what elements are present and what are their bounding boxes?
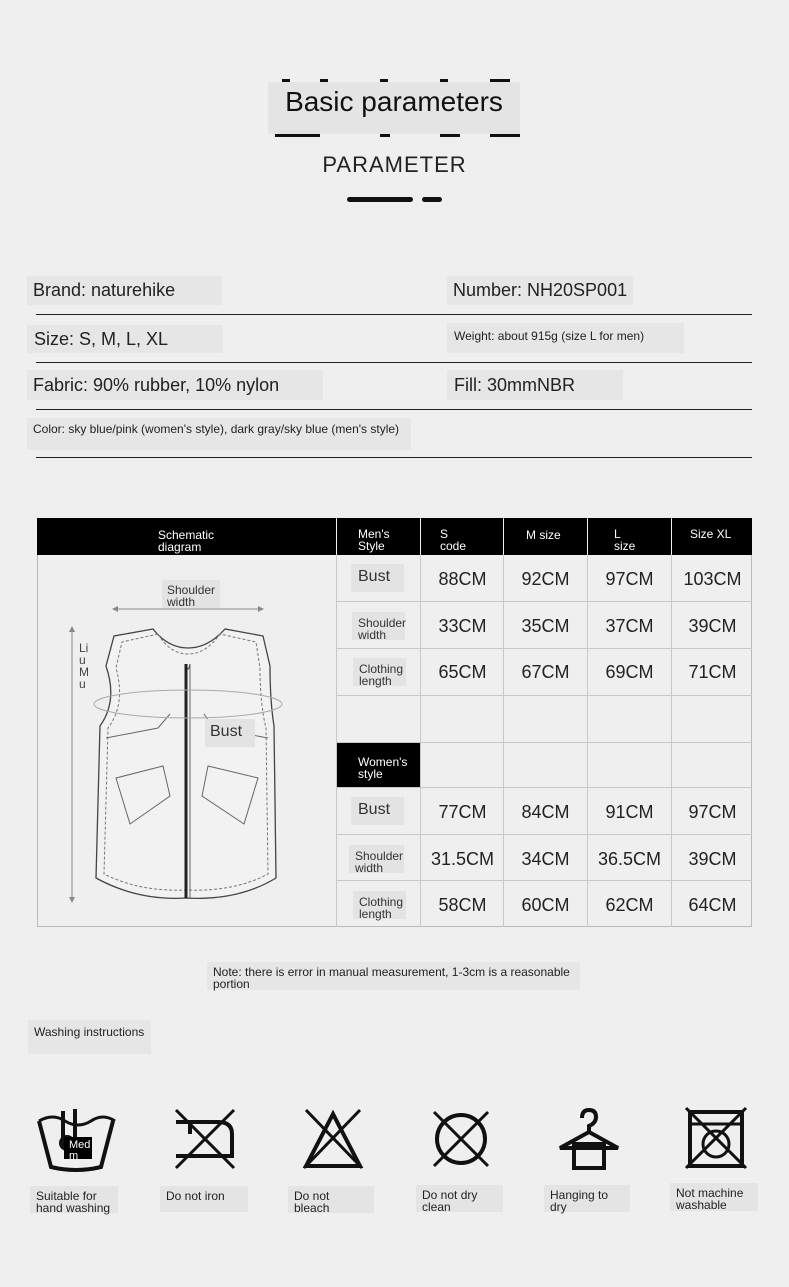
table-cell: 77CM: [438, 802, 487, 822]
hang-dry-icon: [556, 1106, 622, 1172]
no-bleach-caption: Do not bleach: [288, 1186, 374, 1213]
table-cell: 65CM: [438, 662, 487, 682]
table-cell: 97CM: [688, 802, 737, 822]
divider: [36, 409, 752, 410]
womens-style-header: Women's style: [337, 743, 420, 787]
table-cell: 31.5CM: [430, 849, 495, 869]
title-underline-dash: [347, 197, 413, 202]
measurement-note: Note: there is error in manual measurement, 1-3cm is a reasonable portion: [207, 962, 580, 990]
row-label: Shoulder width: [349, 845, 404, 873]
no-machine-wash-caption: Not machine washable: [670, 1183, 758, 1211]
table-cell: 35CM: [521, 616, 570, 636]
m-size-header: M size: [504, 518, 587, 555]
row-label: Shoulder width: [352, 612, 405, 640]
table-cell: 58CM: [438, 895, 487, 915]
table-cell: 69CM: [605, 662, 654, 682]
wash-tub-text: Med m: [64, 1137, 92, 1159]
row-label: Clothing length: [353, 658, 406, 686]
table-cell: 37CM: [605, 616, 654, 636]
table-cell: 91CM: [605, 802, 654, 822]
shoulder-width-label: Shoulder width: [162, 580, 220, 608]
divider: [36, 457, 752, 458]
vest-illustration: [38, 556, 336, 926]
row-label: Bust: [351, 564, 404, 592]
table-cell: 60CM: [521, 895, 570, 915]
l-size-header: L size: [588, 518, 671, 555]
grid-line: [337, 834, 752, 835]
no-iron-icon: [172, 1108, 236, 1170]
mens-style-header: Men's Style: [337, 518, 420, 555]
schematic-header: Schematic diagram: [37, 518, 336, 555]
grid-line: [337, 695, 752, 696]
row-label: Bust: [351, 797, 404, 825]
divider: [36, 314, 752, 315]
no-iron-caption: Do not iron: [160, 1186, 248, 1212]
grid-line: [337, 648, 752, 649]
no-machine-wash-icon: [684, 1106, 748, 1170]
divider: [36, 362, 752, 363]
size-text: Size: S, M, L, XL: [27, 325, 223, 353]
table-cell: 62CM: [605, 895, 654, 915]
table-cell: 97CM: [605, 569, 654, 589]
grid-line: [337, 787, 752, 788]
table-cell: 92CM: [521, 569, 570, 589]
weight-text: Weight: about 915g (size L for men): [447, 323, 684, 353]
grid-line: [337, 880, 752, 881]
color-text: Color: sky blue/pink (women's style), dark gray/sky blue (men's style): [27, 418, 411, 450]
washing-instructions-title: Washing instructions: [28, 1020, 151, 1054]
hand-wash-icon: [33, 1105, 119, 1175]
number-text: Number: NH20SP001: [447, 276, 633, 305]
no-bleach-icon: [300, 1108, 366, 1170]
table-cell: 36.5CM: [597, 849, 662, 869]
grid-line: [420, 555, 421, 927]
grid-line: [503, 555, 504, 927]
s-code-header: S code: [421, 518, 503, 555]
bust-label: Bust: [205, 719, 255, 747]
no-dry-clean-caption: Do not dry clean: [416, 1185, 503, 1212]
table-cell: 84CM: [521, 802, 570, 822]
table-cell: 39CM: [688, 849, 737, 869]
fabric-text: Fabric: 90% rubber, 10% nylon: [27, 370, 323, 400]
table-cell: 71CM: [688, 662, 737, 682]
hand-wash-caption: Suitable for hand washing: [30, 1186, 118, 1213]
grid-line: [587, 555, 588, 927]
table-cell: 39CM: [688, 616, 737, 636]
table-cell: 64CM: [688, 895, 737, 915]
table-cell: 103CM: [683, 569, 742, 589]
brand-text: Brand: naturehike: [27, 276, 222, 305]
fill-text: Fill: 30mmNBR: [447, 370, 623, 400]
table-cell: 88CM: [438, 569, 487, 589]
no-dry-clean-icon: [430, 1108, 492, 1170]
grid-line: [337, 601, 752, 602]
page-title: Basic parameters: [268, 82, 520, 134]
clothing-length-label: Li u M u: [79, 641, 89, 691]
grid-line: [671, 555, 672, 927]
row-label: Clothing length: [353, 891, 406, 919]
table-cell: 34CM: [521, 849, 570, 869]
xl-size-header: Size XL: [672, 518, 752, 555]
page-subtitle: PARAMETER: [322, 152, 467, 177]
table-cell: 33CM: [438, 616, 487, 636]
title-underline-dash: [422, 197, 442, 202]
table-cell: 67CM: [521, 662, 570, 682]
grid-line: [336, 555, 337, 927]
hang-dry-caption: Hanging to dry: [544, 1185, 630, 1212]
